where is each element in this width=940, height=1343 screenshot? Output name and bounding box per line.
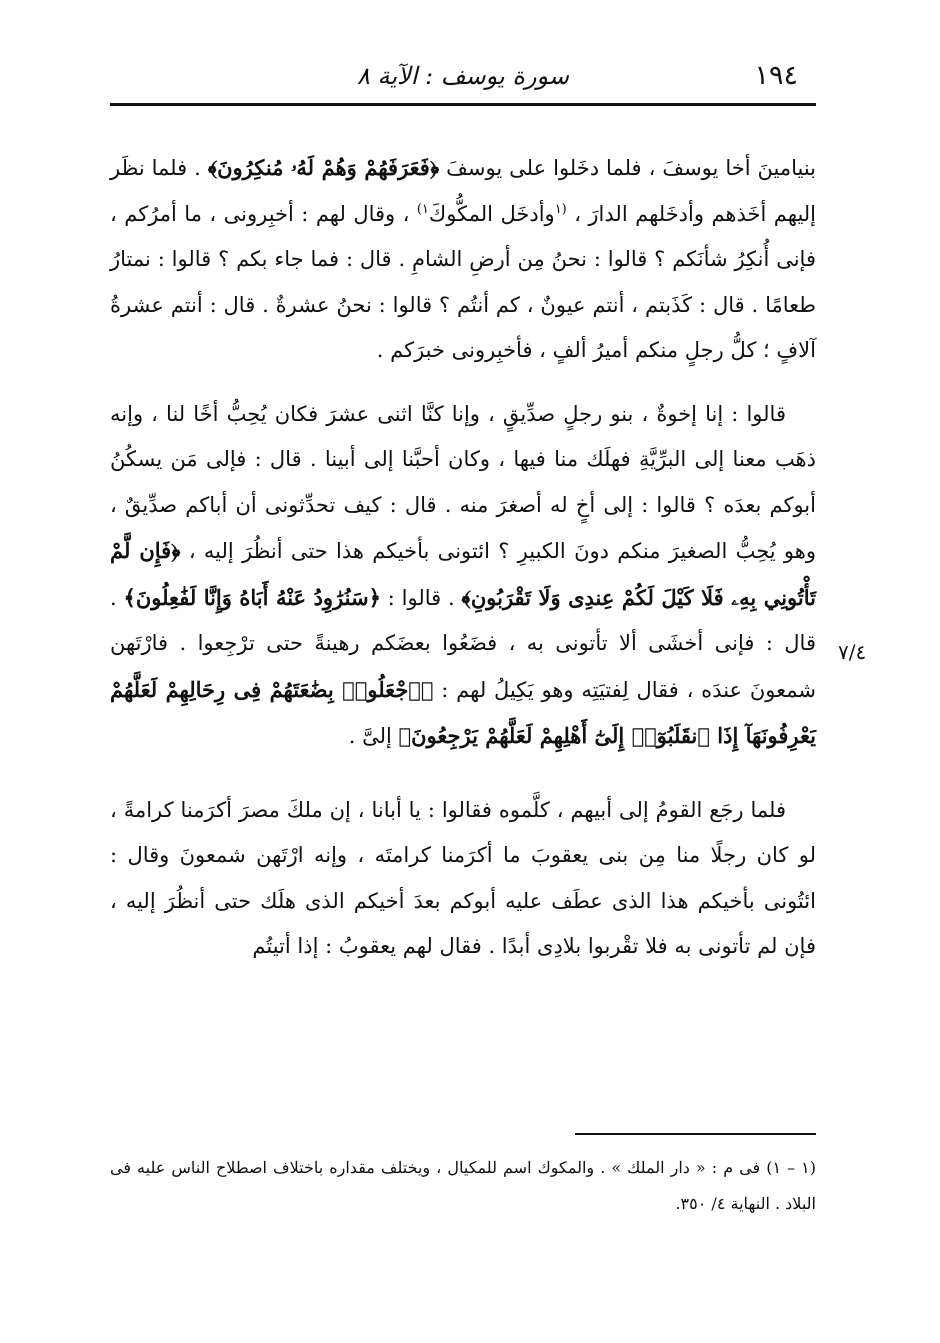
text-run: . قالوا : bbox=[380, 585, 462, 610]
page-number: ١٩٤ bbox=[754, 60, 798, 91]
text-run: بنيامينَ أخا يوسفَ ، فلما دخَلوا على يوسفَ bbox=[439, 156, 817, 180]
running-title: سورة يوسف : الآية ٨ bbox=[356, 62, 570, 90]
text-run: وأدخَل المكُّوكَ bbox=[428, 201, 555, 226]
quran-quote: ﴿فَعَرَفَهُمْ وَهُمْ لَهُۥ مُنكِرُونَ﴾ bbox=[207, 155, 440, 180]
footnote: (١ – ١) فى م : « دار الملك » . والمكوك اسم للمكيال ، ويختلف مقداره باختلاف اصطلاح الناس عليه فى البلاد . النهاية ٤/ ٣٥٠. bbox=[110, 1158, 816, 1213]
quran-quote: ﴿سَنُرَٰوِدُ عَنْهُ أَبَاهُ وَإِنَّا لَفَٰعِلُونَ﴾ bbox=[123, 584, 381, 610]
body-text bbox=[110, 145, 816, 970]
paragraph-1 bbox=[110, 145, 816, 374]
page-header bbox=[110, 58, 816, 98]
text-run: . قال : فإنى أخشَى ألا تأتونى به ، فضَعُوا بعضَكم رهينةً حتى ترْجِعوا . فارْتَهن شمعونَ عندَه ، فقال لِفتيَتِه وهو يَكِيلُ لهم : bbox=[110, 585, 816, 702]
paragraph-3 bbox=[110, 788, 816, 970]
footnote-rule bbox=[575, 1133, 816, 1135]
text-run: . فلما نظَر إليهم أخَذهم وأدخَلهم الدارَ ، bbox=[110, 156, 817, 226]
paragraph-2 bbox=[110, 392, 816, 760]
footnote-marker: ١) bbox=[416, 201, 429, 217]
text-run: فلما رجَع القومُ إلى أبيهم ، كلَّموه فقالوا : يا أبانا ، إن ملكَ مصرَ أكرَمنا كرامةً ، لو كان رجلًا منا مِن بنى يعقوبَ ما أكرَمنا كرامتَه ، وإنه ارْتَهن شمعونَ وقال : ائتُونى بأخيكم هذا الذى عطَف عليه أبوكم بعدَ أخيكم الذى هلَك حتى أنظُرَ إليه ، فإن لم تأتونى به فلا تقْربوا بلادِى أبدًا . فقال لهم يعقوبُ : إذا أتيتُم bbox=[110, 797, 816, 958]
header-rule bbox=[110, 103, 816, 106]
footnotes bbox=[110, 1150, 816, 1222]
text-run: قالوا : إنا إخوةٌ ، بنو رجلٍ صدِّيقٍ ، وإنا كنَّا اثنى عشرَ فكان يُحِبُّ أخًا لنا ، وإنه ذهَب معنا إلى البرِّيَّةِ فهلَك منا فيها ، وكان أحبَّنا إلى أبينا . قال : فإلى مَن يسكُنُ أبوكم بعدَه ؟ قالوا : إلى أخٍ له أصغرَ منه . قال : كيف تحدِّثونى أن أباكم صدِّيقٌ ، وهو يُحِبُّ الصغيرَ منكم دونَ الكبيرِ ؟ ائتونى بأخيكم هذا حتى أنظُرَ إليه ، bbox=[110, 401, 816, 563]
footnote-marker: (١ bbox=[554, 201, 567, 217]
text-run: إلىَّ . bbox=[348, 724, 399, 748]
quran-quote: ﴿ٱجْعَلُوا۟ بِضَٰعَتَهُمْ فِى رِحَالِهِمْ لَعَلَّهُمْ يَعْرِفُونَهَآ إِذَا ٱنقَلَبُوٓا۟ إِلَىٰٓ أَهْلِهِمْ لَعَلَّهُمْ يَرْجِعُونَ﴾ bbox=[110, 676, 816, 748]
quran-quote: ﴿فَإِن لَّمْ تَأْتُونِي بِهِۦ فَلَا كَيْلَ لَكُمْ عِندِى وَلَا تَقْرَبُونِ﴾ bbox=[110, 538, 816, 610]
margin-note: ٧/٤ bbox=[838, 640, 867, 664]
text-run: ، وقال لهم : أخبِرونى ، ما أمرُكم ، فإنى أُنكِرُ شأنَكم ؟ قالوا : نحنُ مِن أرضِ الشامِ . قال : فما جاء بكم ؟ قالوا : نمتارُ طعامًا . قال : كَذَبتم ، أنتم عيونٌ ، كم أنتُم ؟ قالوا : نحنُ عشرةٌ . قال : أنتم عشرةُ آلافٍ ؛ كلُّ رجلٍ منكم أميرُ ألفٍ ، فأخبِرونى خبرَكم . bbox=[110, 201, 816, 362]
